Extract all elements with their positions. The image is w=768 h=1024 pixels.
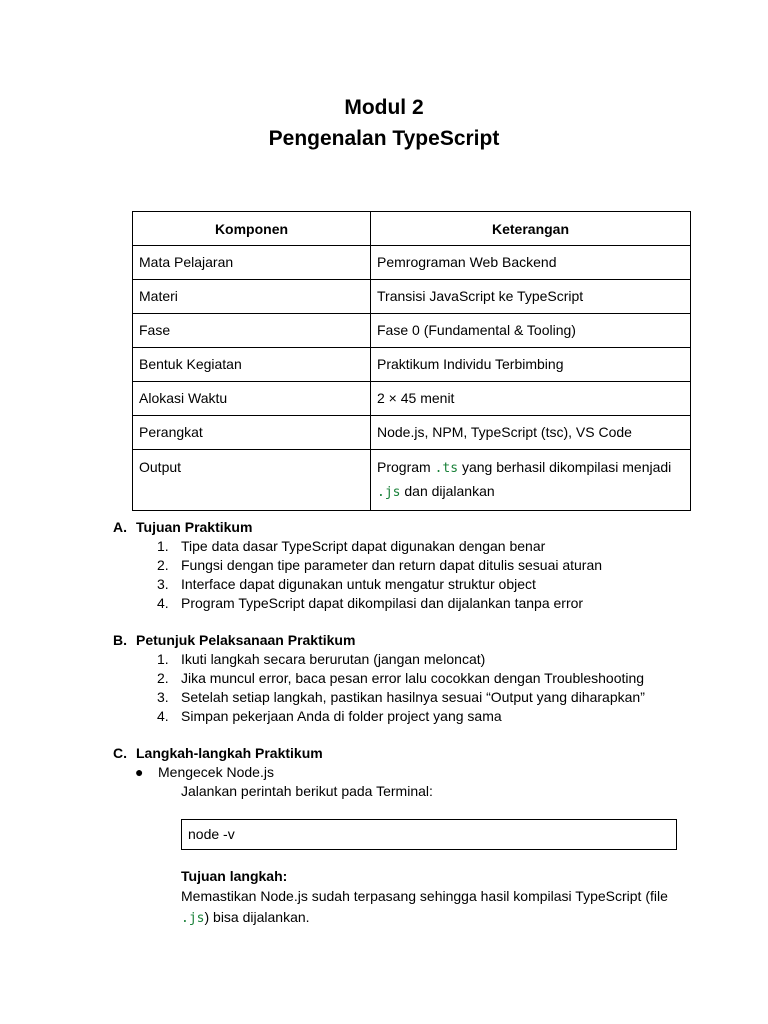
section-letter: A. — [113, 519, 127, 535]
js-extension-code: .js — [181, 911, 205, 926]
section-title: Petunjuk Pelaksanaan Praktikum — [136, 632, 356, 648]
step-goal-text: Memastikan Node.js sudah terpasang sehingga hasil kompilasi TypeScript (file .js) bisa dijalankan. — [181, 888, 668, 926]
row-value: Transisi JavaScript ke TypeScript — [371, 280, 691, 314]
row-key: Materi — [133, 280, 371, 314]
table-row — [133, 416, 691, 450]
row-key: Bentuk Kegiatan — [133, 348, 371, 382]
title-line-2: Pengenalan TypeScript — [268, 127, 500, 150]
list-item: 4. Simpan pekerjaan Anda di folder project yang sama — [157, 708, 502, 724]
output-text: Program — [377, 459, 435, 475]
step-goal-label: Tujuan langkah: — [181, 868, 288, 884]
column-header-keterangan: Keterangan — [371, 212, 691, 246]
list-item: 3. Setelah setiap langkah, pastikan hasilnya sesuai “Output yang diharapkan” — [157, 689, 645, 705]
column-header-komponen: Komponen — [133, 212, 371, 246]
section-title: Langkah-langkah Praktikum — [136, 745, 323, 761]
list-item: 2. Fungsi dengan tipe parameter dan return dapat ditulis sesuai aturan — [157, 557, 603, 573]
row-value: Praktikum Individu Terbimbing — [371, 348, 691, 382]
step-bullet-item — [135, 763, 274, 782]
list-item: 3. Interface dapat digunakan untuk mengatur struktur object — [157, 576, 536, 592]
list-item: 1. Ikuti langkah secara berurutan (jangan meloncat) — [157, 651, 486, 667]
js-extension-code: .js — [377, 485, 401, 500]
section-langkah-praktikum — [113, 744, 323, 763]
section-heading — [113, 518, 602, 537]
row-value: Node.js, NPM, TypeScript (tsc), VS Code — [371, 416, 691, 450]
step-title: Mengecek Node.js — [158, 764, 274, 780]
table-row — [133, 280, 691, 314]
terminal-command-box: node -v — [181, 819, 677, 850]
table-row — [133, 314, 691, 348]
section-tujuan-praktikum — [113, 518, 602, 613]
table-row — [133, 450, 691, 511]
row-key: Perangkat — [133, 416, 371, 450]
output-text: yang berhasil dikompilasi menjadi — [458, 459, 672, 475]
table-row — [133, 348, 691, 382]
step-instruction: Jalankan perintah berikut pada Terminal: — [181, 783, 433, 799]
title-line-1: Modul 2 — [344, 96, 424, 119]
module-info-table — [132, 211, 691, 511]
section-letter: B. — [113, 632, 127, 648]
row-value-output — [371, 450, 691, 511]
section-letter: C. — [113, 745, 127, 761]
row-value: Fase 0 (Fundamental & Tooling) — [371, 314, 691, 348]
section-heading — [113, 744, 323, 763]
bullet-icon: ● — [135, 764, 144, 780]
list-item: 2. Jika muncul error, baca pesan error lalu cocokkan dengan Troubleshooting — [157, 670, 645, 686]
row-key: Fase — [133, 314, 371, 348]
instructions-list — [113, 650, 645, 726]
row-value: Pemrograman Web Backend — [371, 246, 691, 280]
row-value: 2 × 45 menit — [371, 382, 691, 416]
ts-extension-code: .ts — [434, 461, 459, 476]
section-petunjuk-pelaksanaan — [113, 631, 645, 726]
list-item: 4. Program TypeScript dapat dikompilasi dan dijalankan tanpa error — [157, 595, 584, 611]
section-title: Tujuan Praktikum — [136, 519, 253, 535]
list-item: 1. Tipe data dasar TypeScript dapat digunakan dengan benar — [157, 538, 546, 554]
output-text: dan dijalankan — [400, 483, 495, 499]
table-row — [133, 246, 691, 280]
section-heading — [113, 631, 645, 650]
row-key: Alokasi Waktu — [133, 382, 371, 416]
objectives-list — [113, 537, 602, 613]
row-key: Output — [133, 450, 371, 511]
row-key: Mata Pelajaran — [133, 246, 371, 280]
table-row — [133, 382, 691, 416]
module-title — [0, 92, 768, 154]
table-header-row — [133, 212, 691, 246]
